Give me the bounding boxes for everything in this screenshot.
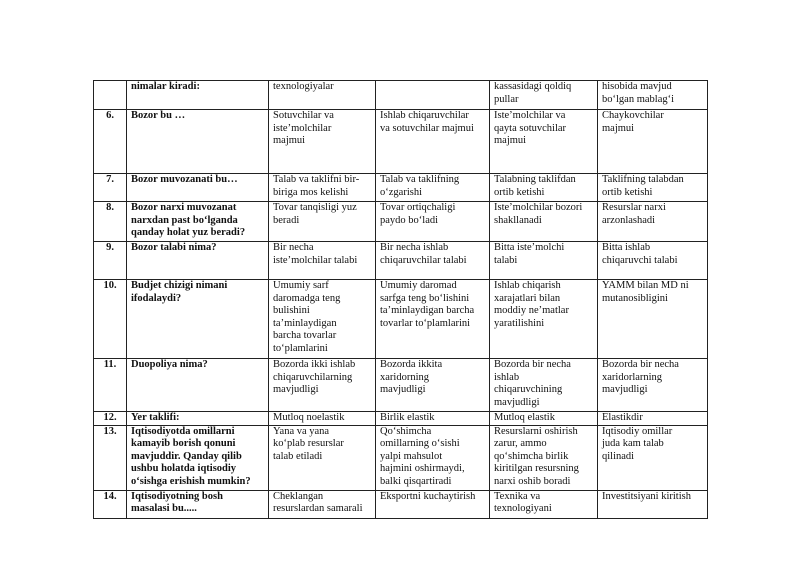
table-row (94, 412, 708, 426)
question-cell: Bozor talabi nima? (127, 242, 269, 280)
answer-c-cell: Ishlab chiqarish xarajatlari bilan moddiy ne’matlar yaratilishini (490, 280, 598, 359)
answer-a-cell: Cheklangan resurslardan samarali (269, 490, 376, 518)
answer-d-cell: YAMM bilan MD ni mutanosibligini (598, 280, 708, 359)
table-row (94, 280, 708, 359)
answer-d-cell: Resurslar narxi arzonlashadi (598, 202, 708, 242)
answer-c-cell: Bozorda bir necha ishlab chiqaruvchining mavjudligi (490, 359, 598, 412)
answer-b-cell: Bozorda ikkita xaridorning mavjudligi (376, 359, 490, 412)
row-number: 13. (94, 425, 127, 490)
answer-d-cell: Bozorda bir necha xaridorlarning mavjudligi (598, 359, 708, 412)
table-row (94, 174, 708, 202)
answer-b-cell: Umumiy daromad sarfga teng bo‘lishini ta’minlaydigan barcha tovarlar to‘plamlarini (376, 280, 490, 359)
answer-a-cell: Talab va taklifni bir- biriga mos kelishi (269, 174, 376, 202)
table-row (94, 81, 708, 110)
table-row (94, 425, 708, 490)
answer-c-cell: Mutloq elastik (490, 412, 598, 426)
answer-d-cell: Investitsiyani kiritish (598, 490, 708, 518)
questions-table (93, 80, 708, 519)
answer-d-cell: Iqtisodiy omillar juda kam talab qilinadi (598, 425, 708, 490)
row-number: 6. (94, 110, 127, 174)
row-number: 14. (94, 490, 127, 518)
table-row (94, 490, 708, 518)
question-cell: Bozor narxi muvozanat narxdan past bo‘lganda qanday holat yuz beradi? (127, 202, 269, 242)
answer-c-cell: Iste’molchilar bozori shakllanadi (490, 202, 598, 242)
table-row (94, 359, 708, 412)
row-number: 10. (94, 280, 127, 359)
answer-b-cell: Eksportni kuchaytirish (376, 490, 490, 518)
question-cell: Bozor muvozanati bu… (127, 174, 269, 202)
answer-b-cell: Qo‘shimcha omillarning o‘sishi yalpi mahsulot hajmini oshirmaydi, balki qisqartiradi (376, 425, 490, 490)
answer-b-cell: Talab va taklifning o‘zgarishi (376, 174, 490, 202)
row-number: 8. (94, 202, 127, 242)
answer-d-cell: hisobida mavjud bo‘lgan mablag‘i (598, 81, 708, 110)
answer-a-cell: Tovar tanqisligi yuz beradi (269, 202, 376, 242)
answer-b-cell: Bir necha ishlab chiqaruvchilar talabi (376, 242, 490, 280)
question-cell: Bozor bu … (127, 110, 269, 174)
row-number: 9. (94, 242, 127, 280)
answer-a-cell: Bozorda ikki ishlab chiqaruvchilarning mavjudligi (269, 359, 376, 412)
row-number: 11. (94, 359, 127, 412)
answer-b-cell (376, 81, 490, 110)
answer-c-cell: Talabning taklifdan ortib ketishi (490, 174, 598, 202)
answer-c-cell: kassasidagi qoldiq pullar (490, 81, 598, 110)
answer-a-cell: Bir necha iste’molchilar talabi (269, 242, 376, 280)
row-number: 12. (94, 412, 127, 426)
question-cell: Iqtisodiyotning bosh masalasi bu..... (127, 490, 269, 518)
question-cell: Duopoliya nima? (127, 359, 269, 412)
answer-c-cell: Resurslarni oshirish zarur, ammo qo‘shimcha birlik kiritilgan resursning narxi oshib boradi (490, 425, 598, 490)
row-number (94, 81, 127, 110)
answer-a-cell: Umumiy sarf daromadga teng bulishini ta’minlaydigan barcha tovarlar to‘plamlarini (269, 280, 376, 359)
question-cell: Yer taklifi: (127, 412, 269, 426)
answer-c-cell: Bitta iste’molchi talabi (490, 242, 598, 280)
table-row (94, 242, 708, 280)
answer-a-cell: texnologiyalar (269, 81, 376, 110)
answer-b-cell: Ishlab chiqaruvchilar va sotuvchilar majmui (376, 110, 490, 174)
answer-a-cell: Yana va yana ko‘plab resurslar talab etiladi (269, 425, 376, 490)
answer-c-cell: Texnika va texnologiyani (490, 490, 598, 518)
question-cell: Budjet chizigi nimani ifodalaydi? (127, 280, 269, 359)
answer-d-cell: Bitta ishlab chiqaruvchi talabi (598, 242, 708, 280)
answer-d-cell: Elastikdir (598, 412, 708, 426)
table-row (94, 110, 708, 174)
table-row (94, 202, 708, 242)
row-number: 7. (94, 174, 127, 202)
answer-d-cell: Taklifning talabdan ortib ketishi (598, 174, 708, 202)
answer-a-cell: Sotuvchilar va iste’molchilar majmui (269, 110, 376, 174)
question-cell: nimalar kiradi: (127, 81, 269, 110)
answer-b-cell: Birlik elastik (376, 412, 490, 426)
answer-b-cell: Tovar ortiqchaligi paydo bo‘ladi (376, 202, 490, 242)
answer-c-cell: Iste’molchilar va qayta sotuvchilar majmui (490, 110, 598, 174)
question-cell: Iqtisodiyotda omillarni kamayib borish qonuni mavjuddir. Qanday qilib ushbu holatda iqtisodiy o‘sishga erishish mumkin? (127, 425, 269, 490)
answer-a-cell: Mutloq noelastik (269, 412, 376, 426)
answer-d-cell: Chaykovchilar majmui (598, 110, 708, 174)
